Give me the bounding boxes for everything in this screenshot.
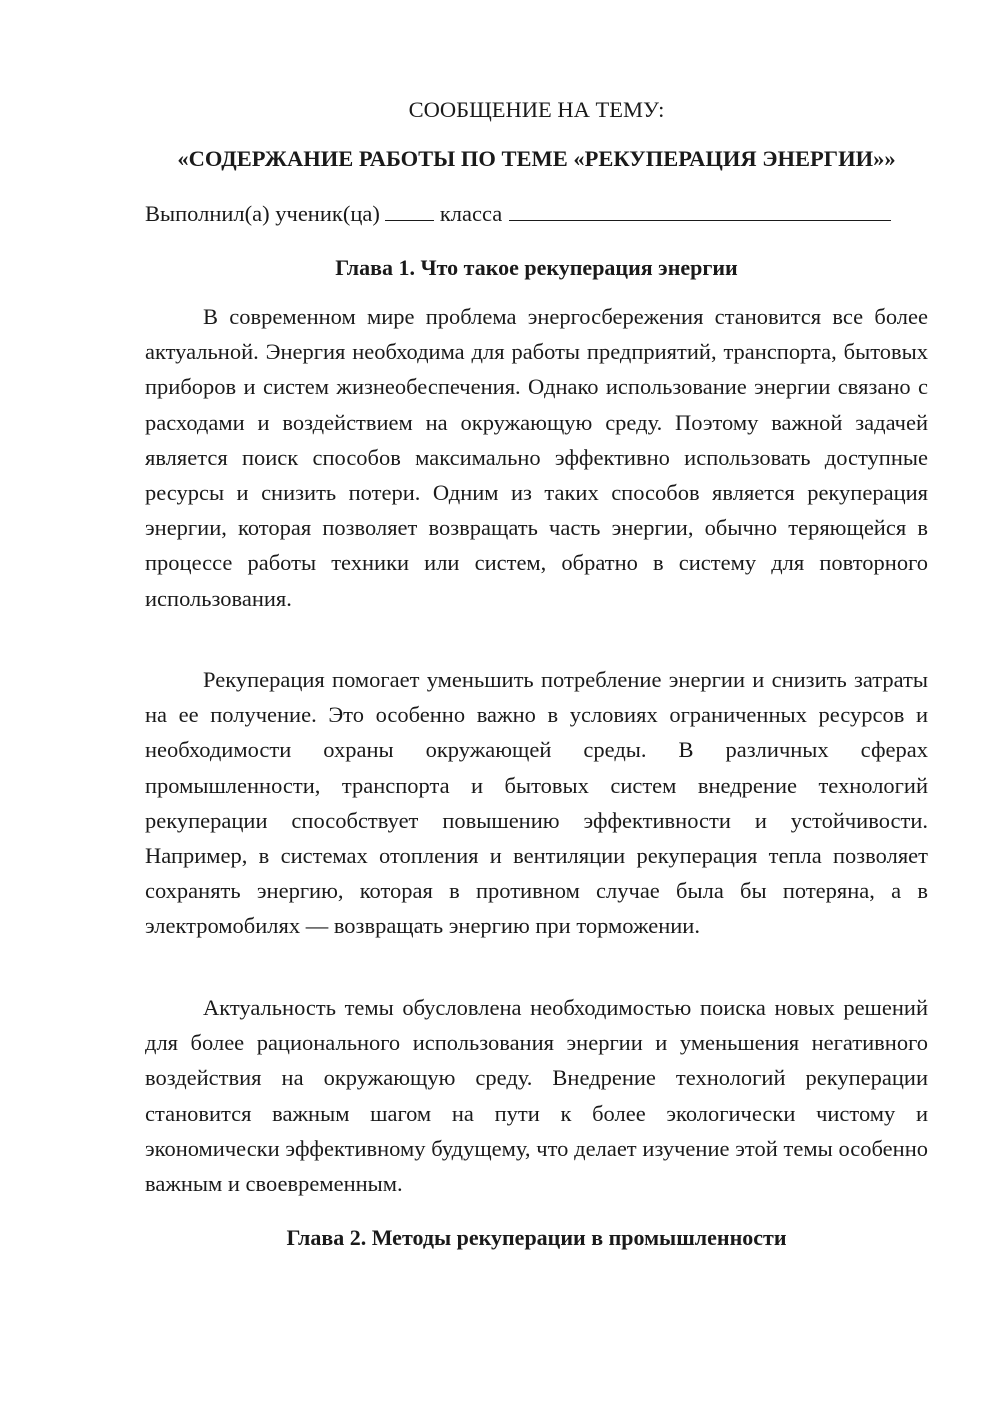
paragraph-3: Актуальность темы обусловлена необходимостью поиска новых решений для более рационального использования энергии и уменьшения негативного воздействия на окружающую среду. Внедрение технологий рекуперации становится важным шагом на пути к более экологически чистому и экономически эффективному будущему, что делает изучение этой темы особенно важным и своевременным.	[145, 995, 928, 1197]
paragraph-2: Рекуперация помогает уменьшить потребление энергии и снизить затраты на ее получение. Это особенно важно в условиях ограниченных ресурсов и необходимости охраны окружающей среды. В различных сферах промышленности, транспорта и бытовых систем внедрение технологий рекуперации способствует повышению эффективности и устойчивости. Например, в системах отопления и вентиляции рекуперация тепла позволяет сохранять энергию, которая в противном случае была бы потеряна, а в электромобилях — возвращать энергию при торможении.	[145, 667, 928, 939]
chapter-1-heading: Глава 1. Что такое рекуперация энергии	[335, 255, 738, 280]
author-prefix: Выполнил(а) ученик(ца)	[145, 201, 380, 226]
author-line	[145, 198, 928, 229]
document-title: «СОДЕРЖАНИЕ РАБОТЫ ПО ТЕМЕ «РЕКУПЕРАЦИЯ ЭНЕРГИИ»»	[177, 146, 896, 171]
class-name-blank	[509, 198, 891, 221]
topic-heading: СООБЩЕНИЕ НА ТЕМУ:	[408, 97, 665, 122]
paragraph-1: В современном мире проблема энергосбережения становится все более актуальной. Энергия необходима для работы предприятий, транспорта, бытовых приборов и систем жизнеобеспечения. Однако использование энергии связано с расходами и воздействием на окружающую среду. Поэтому важной задачей является поиск способов максимально эффективно использовать доступные ресурсы и снизить потери. Одним из таких способов является рекуперация энергии, которая позволяет возвращать часть энергии, обычно теряющейся в процессе работы техники или систем, обратно в систему для повторного использования.	[145, 304, 928, 611]
class-blank	[385, 198, 434, 221]
class-word: класса	[439, 201, 503, 226]
chapter-2-heading: Глава 2. Методы рекуперации в промышленности	[286, 1225, 787, 1250]
